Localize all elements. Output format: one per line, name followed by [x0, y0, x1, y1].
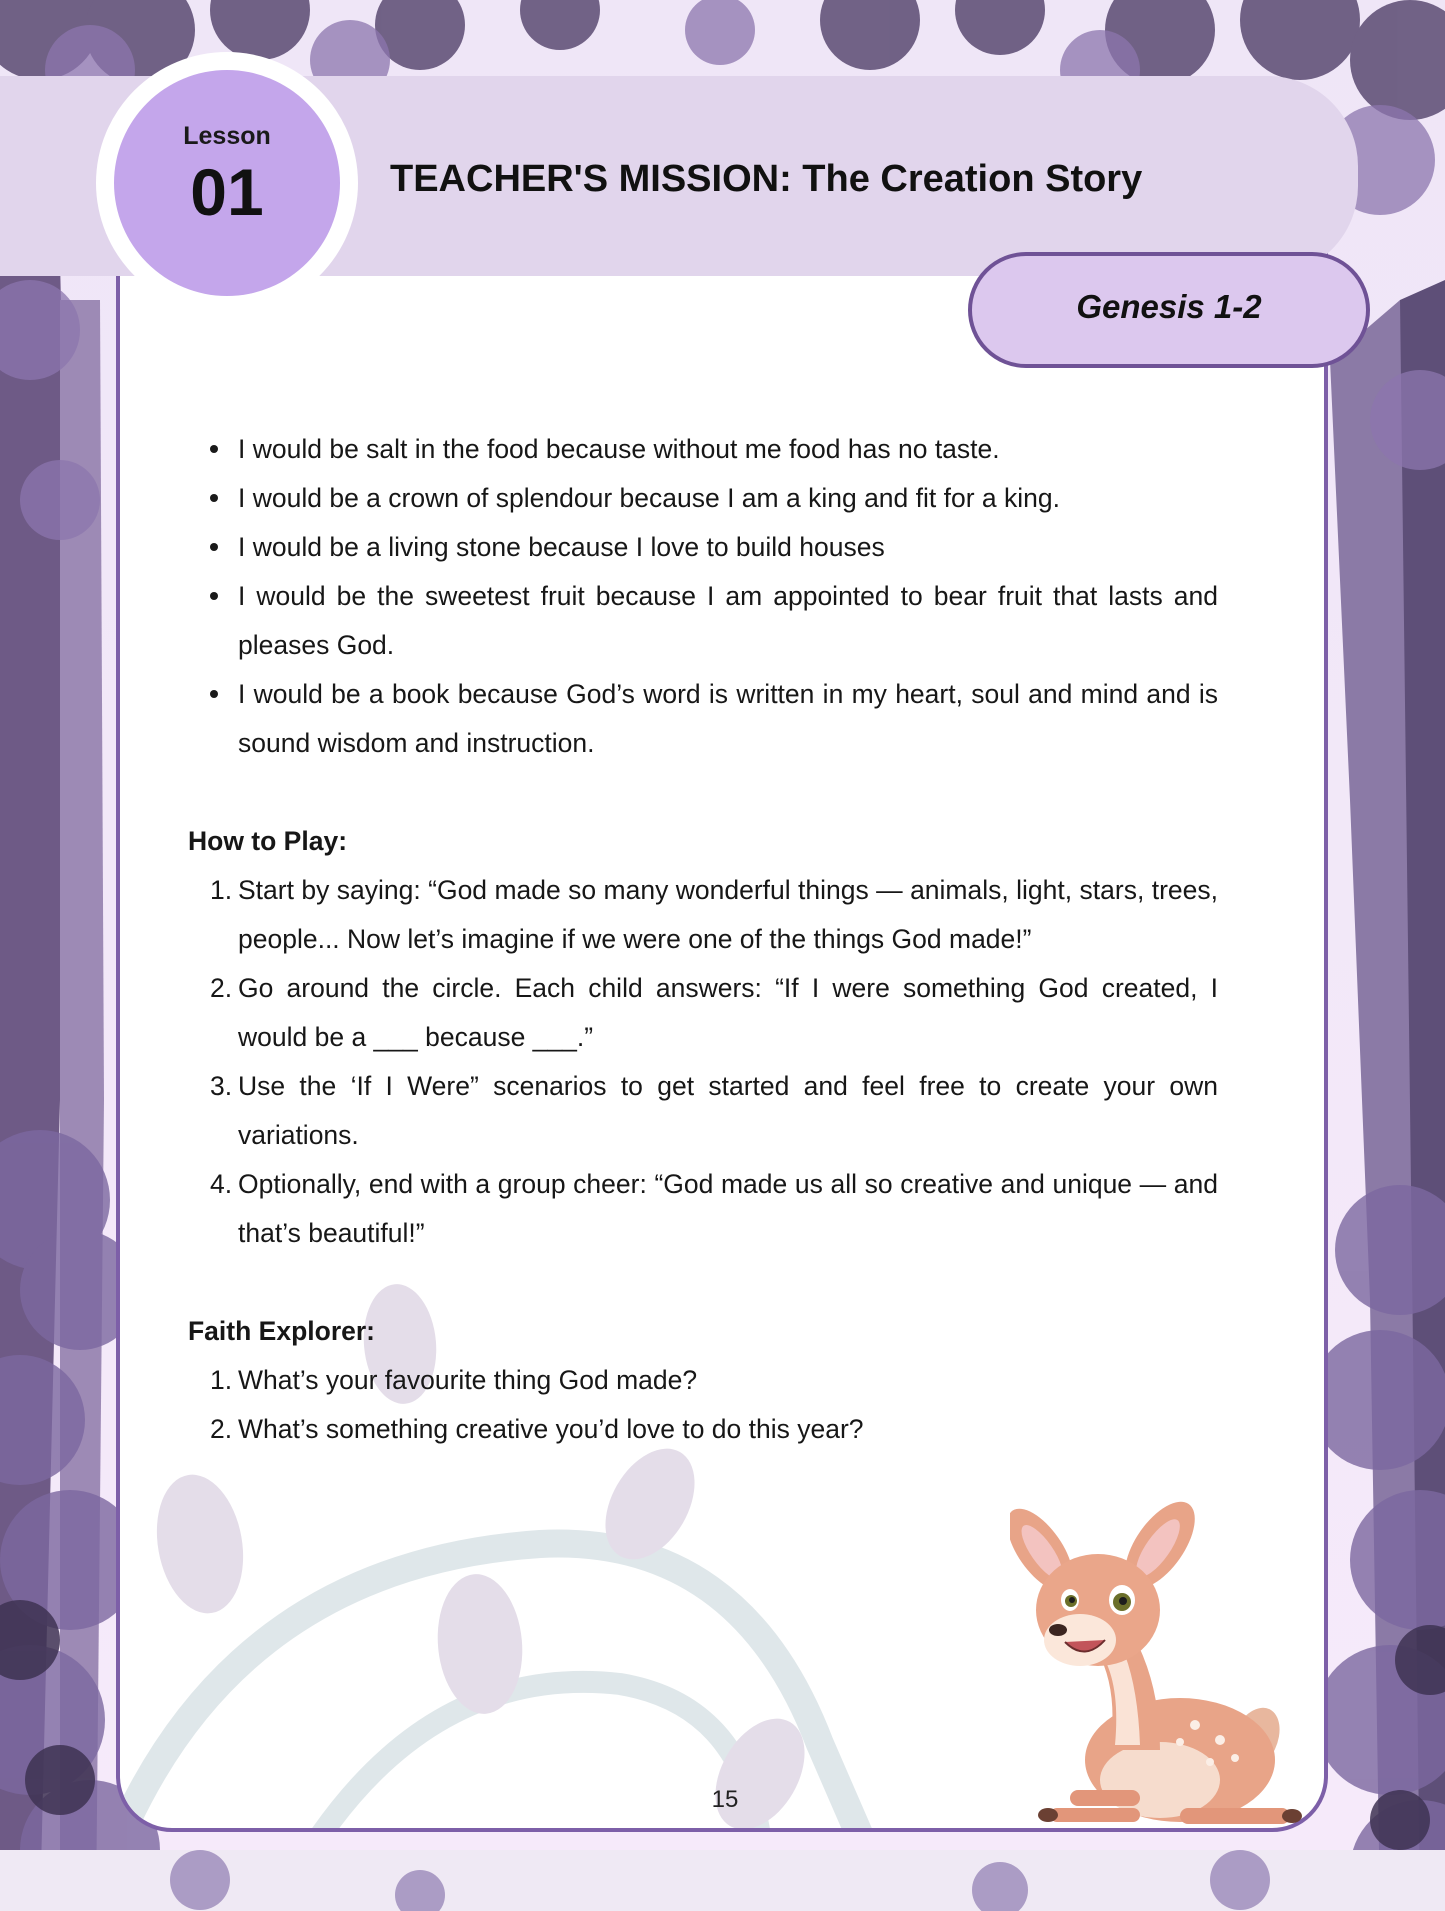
page-title: TEACHER'S MISSION: The Creation Story: [390, 158, 1143, 200]
list-item: [188, 866, 1218, 964]
example-list: [188, 425, 1218, 768]
faith-explorer-questions: [188, 1356, 1218, 1454]
step-number: 2.: [210, 973, 233, 1003]
step-text: Use the ‘If I Were” scenarios to get started and feel free to create your own variations.: [238, 1071, 1218, 1150]
list-item: [188, 1356, 1218, 1405]
fawn-illustration: [1010, 1490, 1310, 1850]
step-text: Optionally, end with a group cheer: “God made us all so creative and unique — and that’s beautiful!”: [238, 1169, 1218, 1248]
lesson-number: 01: [190, 155, 264, 229]
list-item: [188, 1160, 1218, 1258]
list-item: I would be a crown of splendour because I am a king and fit for a king.: [188, 474, 1218, 523]
scripture-reference: Genesis 1-2: [1076, 288, 1262, 325]
lesson-label: Lesson: [183, 122, 271, 150]
faith-explorer-heading: Faith Explorer:: [188, 1316, 376, 1346]
page-number: 15: [711, 1786, 739, 1813]
list-item: I would be the sweetest fruit because I am appointed to bear fruit that lasts and pleases God.: [188, 572, 1218, 670]
lesson-badge: [114, 70, 340, 296]
question-number: 1.: [210, 1365, 233, 1395]
list-item: I would be a book because God’s word is written in my heart, soul and mind and is sound wisdom and instruction.: [188, 670, 1218, 768]
list-item: I would be a living stone because I love to build houses: [188, 523, 1218, 572]
question-text: What’s your favourite thing God made?: [238, 1365, 698, 1395]
step-text: Go around the circle. Each child answers: “If I were something God created, I would be a ___ because ___.”: [238, 973, 1218, 1052]
how-to-play-heading: How to Play:: [188, 826, 348, 856]
list-item: I would be salt in the food because without me food has no taste.: [188, 425, 1218, 474]
how-to-play-steps: [188, 866, 1218, 1258]
question-text: What’s something creative you’d love to do this year?: [238, 1414, 864, 1444]
list-item: [188, 1062, 1218, 1160]
list-item: [188, 1405, 1218, 1454]
step-number: 4.: [210, 1169, 233, 1199]
question-number: 2.: [210, 1414, 233, 1444]
step-number: 1.: [210, 875, 233, 905]
scripture-reference-pill: [968, 252, 1370, 368]
step-number: 3.: [210, 1071, 233, 1101]
list-item: [188, 964, 1218, 1062]
step-text: Start by saying: “God made so many wonderful things — animals, light, stars, trees, people... Now let’s imagine if we were one of the things God made!”: [238, 875, 1218, 954]
lesson-content: [188, 425, 1218, 1454]
